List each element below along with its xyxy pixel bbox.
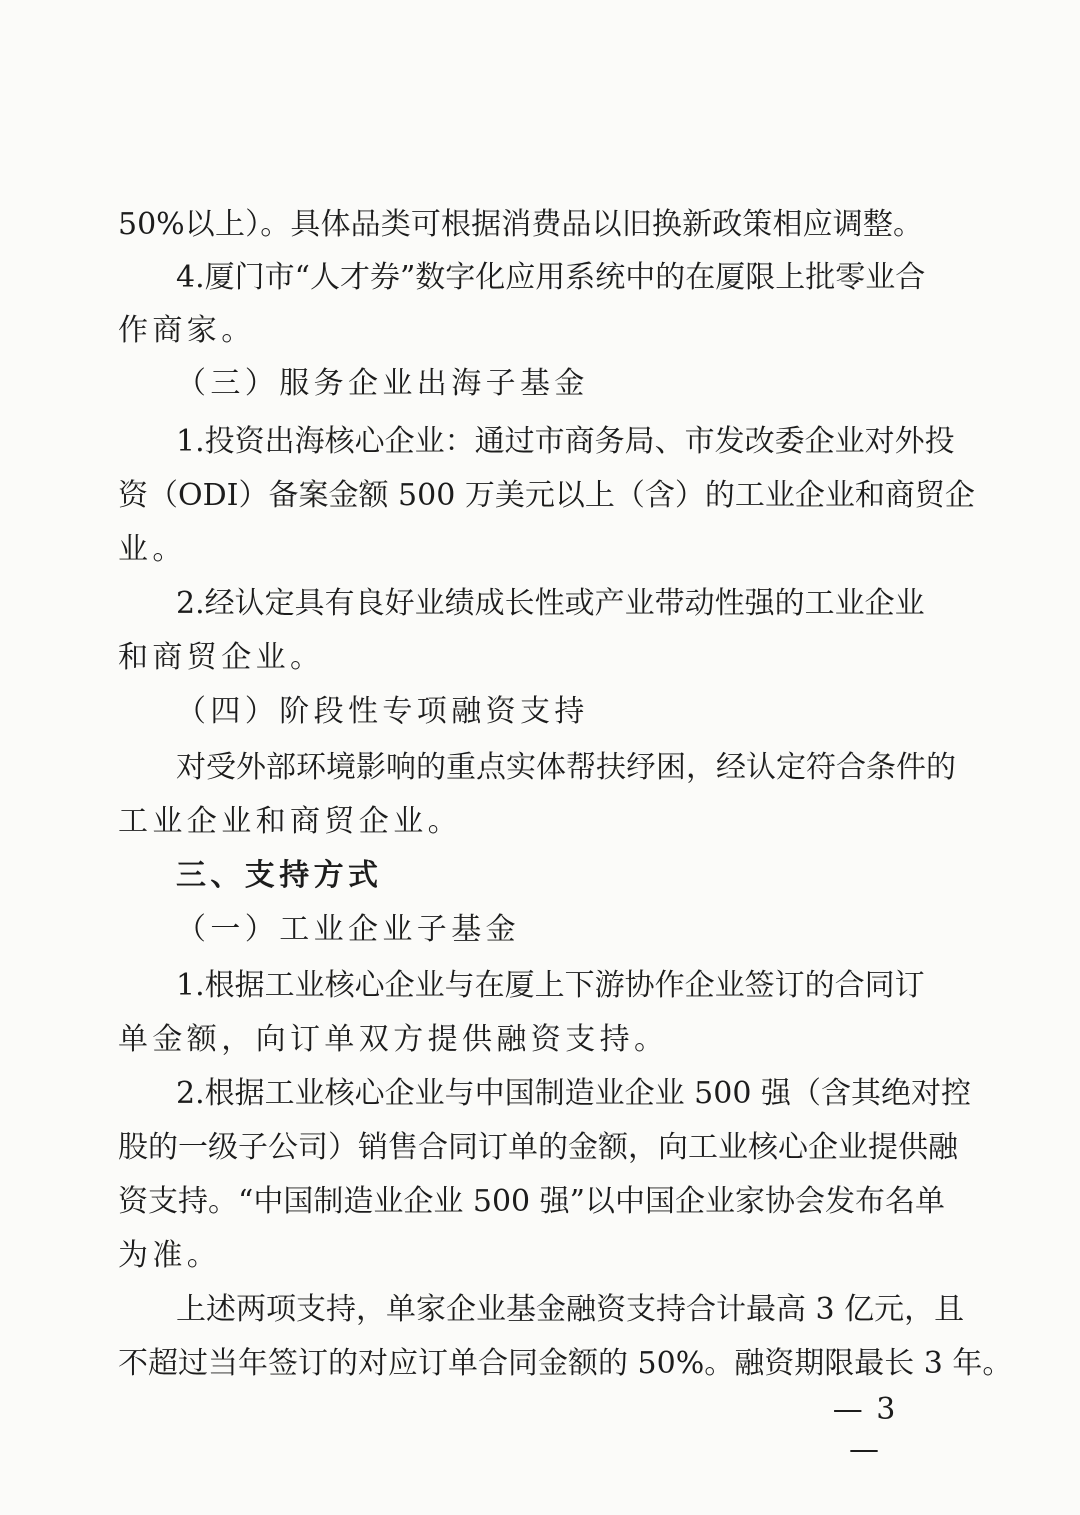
paragraph-line: 2.根据工业核心企业与中国制造业企业 500 强（含其绝对控 <box>176 1076 971 1111</box>
paragraph-line: 为准。 <box>118 1238 222 1273</box>
paragraph-line: 资支持。“中国制造业企业 500 强”以中国企业家协会发布名单 <box>118 1184 946 1219</box>
section-heading: （四）阶段性专项融资支持 <box>176 694 589 729</box>
paragraph-line: 单金额，向订单双方提供融资支持。 <box>118 1022 669 1057</box>
paragraph-line: 1.投资出海核心企业：通过市商务局、市发改委企业对外投 <box>176 424 955 459</box>
paragraph-line: 50%以上）。具体品类可根据消费品以旧换新政策相应调整。 <box>118 207 923 242</box>
paragraph-line: 2.经认定具有良好业绩成长性或产业带动性强的工业企业 <box>176 586 925 621</box>
paragraph-line: 和商贸企业。 <box>118 640 325 675</box>
paragraph-line: 股的一级子公司）销售合同订单的金额，向工业核心企业提供融 <box>118 1130 958 1165</box>
paragraph-line: 工业企业和商贸企业。 <box>118 804 462 839</box>
paragraph-line: 1.根据工业核心企业与在厦上下游协作企业签订的合同订 <box>176 968 925 1003</box>
section-heading: （一）工业企业子基金 <box>176 912 520 947</box>
chapter-heading: 三、支持方式 <box>176 858 383 893</box>
paragraph-line: 上述两项支持，单家企业基金融资支持合计最高 3 亿元，且 <box>176 1292 965 1327</box>
paragraph-line: 业。 <box>118 532 187 567</box>
page-number: — 3 — <box>832 1392 898 1467</box>
paragraph-line: 作商家。 <box>118 313 256 348</box>
paragraph-line: 对受外部环境影响的重点实体帮扶纾困，经认定符合条件的 <box>176 750 956 785</box>
section-heading: （三）服务企业出海子基金 <box>176 366 589 401</box>
paragraph-line: 不超过当年签订的对应订单合同金额的 50%。融资期限最长 3 年。 <box>118 1346 1013 1381</box>
paragraph-line: 资（ODI）备案金额 500 万美元以上（含）的工业企业和商贸企 <box>118 478 975 513</box>
paragraph-line: 4.厦门市“人才券”数字化应用系统中的在厦限上批零业合 <box>176 260 926 295</box>
